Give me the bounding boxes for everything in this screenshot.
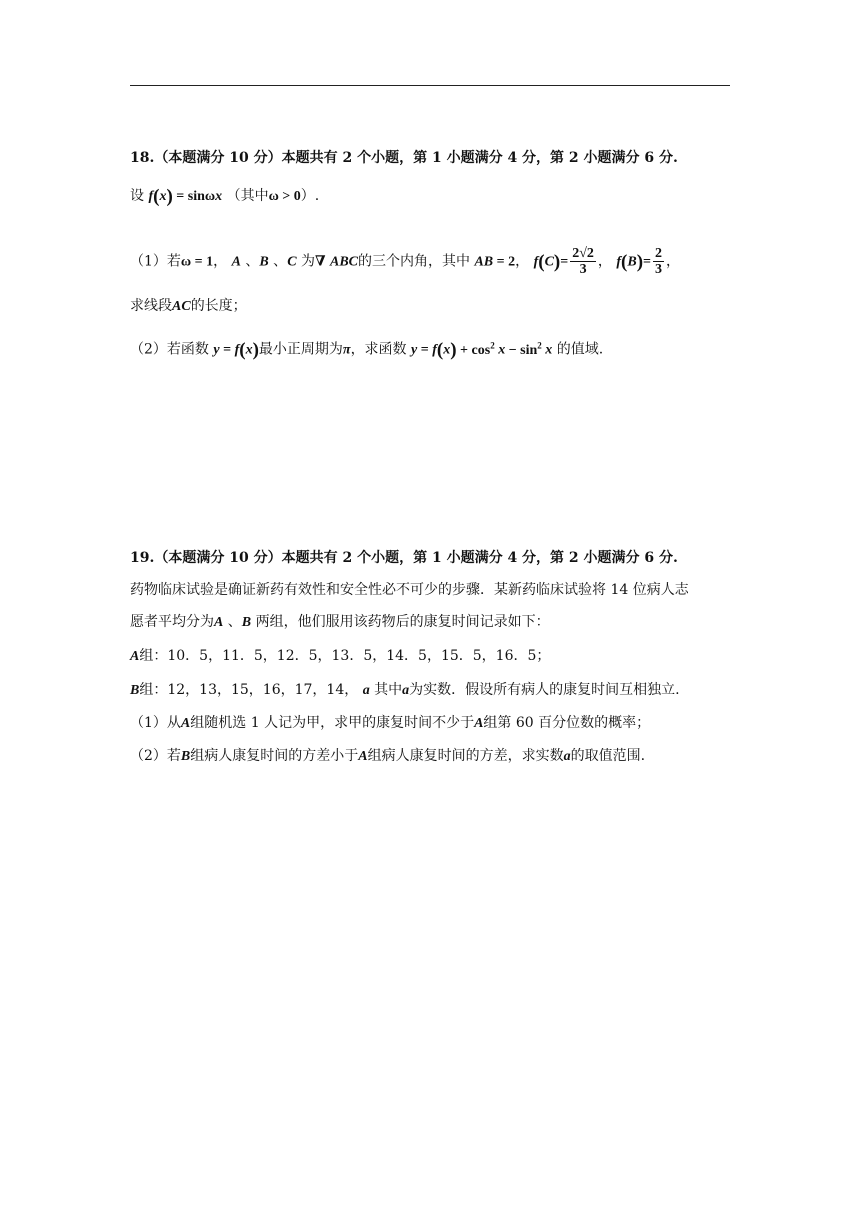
q19-group-a: A组：10．5，11．5，12．5，13．5，14．5，15．5，16．5； <box>130 648 551 664</box>
q18-part1: （1）若ω = 1， A 、B 、C 为∇ ABC的三个内角，其中 AB = 2， f(C)= $\frac{2√2}{3}$ ， f(B)= $\frac{2}{3}$ ， <box>130 246 681 277</box>
q18-part1-cont: 求线段AC的长度； <box>130 298 247 314</box>
q19-part1: （1）从A组随机选 1 人记为甲，求甲的康复时间不少于A组第 60 百分位数的概率； <box>130 715 651 731</box>
q19-part2: （2）若B组病人康复时间的方差小于A组病人康复时间的方差，求实数a的取值范围. <box>130 748 646 764</box>
q18-header: 18.（本题满分 10 分）本题共有 2 个小题，第 1 小题满分 4 分，第 2 小题满分 6 分. <box>130 150 678 166</box>
q19-header: 19.（本题满分 10 分）本题共有 2 个小题，第 1 小题满分 4 分，第 2 小题满分 6 分. <box>130 550 678 566</box>
fraction-2-over-3: $\frac{2}{3}$ <box>655 246 663 277</box>
fraction-2root2-over-3: $\frac{2√2}{3}$ <box>572 246 594 277</box>
q19-group-b: B组：12，13，15，16，17，14， a 其中a为实数．假设所有病人的康复时间互相独立. <box>130 682 680 698</box>
q18-part2: （2）若函数 y = f(x)最小正周期为π，求函数 $y = f(x) + \cos^2 x - \sin^2 x$ 的值域. <box>130 339 604 361</box>
q19-intro-line2: 愿者平均分为A 、B 两组，他们服用该药物后的康复时间记录如下： <box>130 614 550 630</box>
top-rule <box>130 85 730 86</box>
q18-intro: 设 f(x) = sinωx （其中ω > 0）. <box>130 186 320 207</box>
q19-intro-line1: 药物临床试验是确证新药有效性和安全性必不可少的步骤．某新药临床试验将 14 位病人志 <box>130 582 689 598</box>
